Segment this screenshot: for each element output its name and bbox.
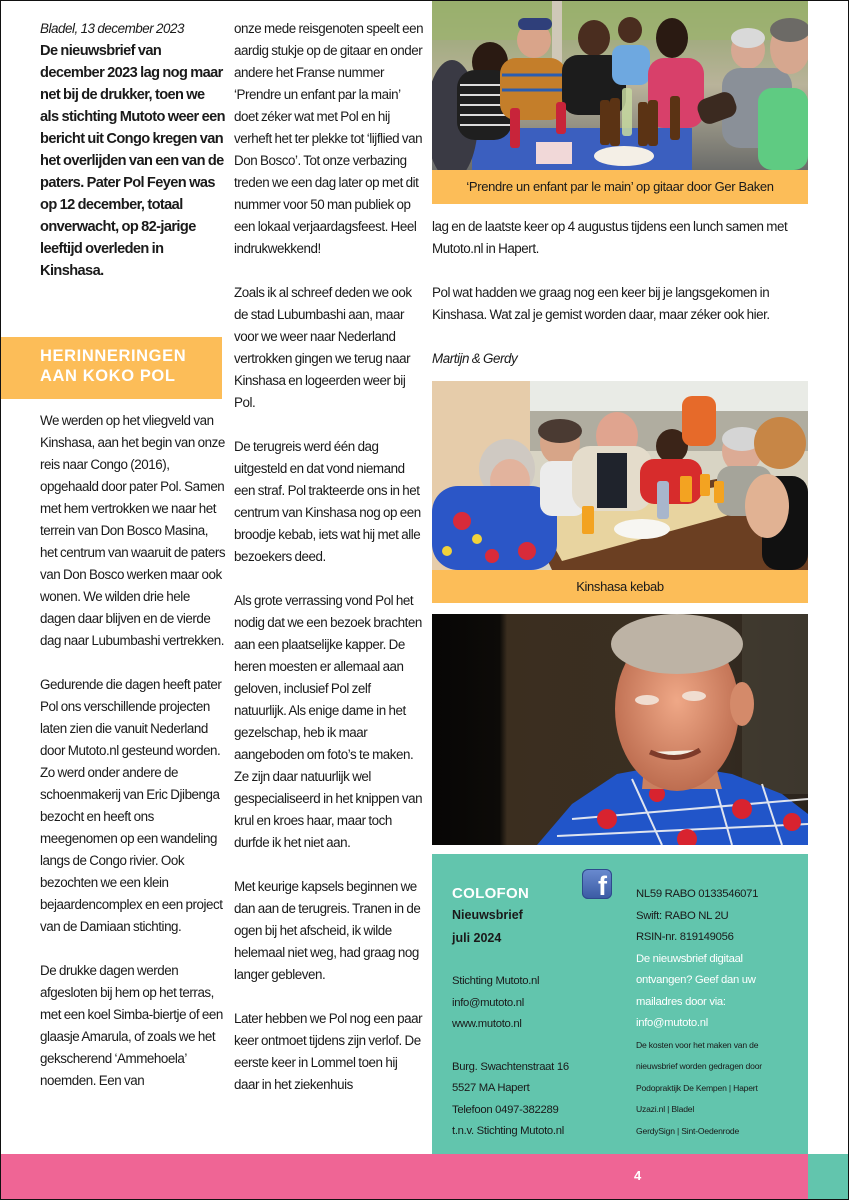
paragraph: Gedurende die dagen heeft pater Pol ons verschillende projecten laten zien die vanuit Nederland door Mutoto.nl gesteund worden. Zo werd onder andere de schoenmakerij van Eric Djibenga bezocht en heeft ons meegenomen op een wandeling langs de Congo rivier. Ook bezochten we een klein bejaardencomplex en een project van de Damiaan stichting. (40, 677, 223, 934)
colofon-left (452, 884, 602, 1143)
colofon-digital-line: ontvangen? Geef dan uw (636, 974, 756, 986)
paragraph: We werden op het vliegveld van Kinshasa, aan het begin van onze reis naar Congo (2016), opgehaald door pater Pol. Samen met hem vertrokken we naar het terrein van Don Bosco Masina, het centrum van waaruit de paters van Don Bosco werken maar ook wonen. We wilden drie hele dagen daar blijven en de vierde dag naar Lubumbashi vertrekken. (40, 413, 226, 648)
section-heading (40, 346, 186, 386)
footer-bar (0, 1154, 808, 1200)
right-column-text (432, 216, 812, 392)
paragraph: Als grote verrassing vond Pol het nodig dat we een bezoek brachten aan een plaatselijke kapper. De heren moesten er allemaal aan geloven, inclusief Pol zelf natuurlijk. Als enige dame in het gezelschap, heb ik maar aangeboden om foto’s te maken. Ze zijn daar natuurlijk wel gespecialiseerd in het knippen van krul en kroes haar, maar toch durfde ik het niet aan. (234, 593, 423, 850)
paragraph: Pol wat hadden we graag nog een keer bij je langsgekomen in Kinshasa. Wat zal je gemist worden daar, maar zéker ook hier. (432, 285, 770, 322)
colofon-rsin: RSIN-nr. 819149056 (636, 931, 734, 943)
colofon-right (636, 884, 804, 1142)
colofon-sponsor-line: Uzazi.nl | Bladel (636, 1104, 695, 1114)
colofon-box (432, 854, 808, 1154)
left-column-intro (40, 18, 226, 304)
paragraph: Met keurige kapsels beginnen we dan aan de terugreis. Tranen in de ogen bij het afscheid, ik wilde helemaal niet weg, had graag nog langer gebleven. (234, 879, 421, 982)
guitar-group-image (432, 0, 808, 170)
photo-portrait-pater-pol (432, 614, 808, 845)
colofon-sponsor-line: De kosten voor het maken van de (636, 1039, 759, 1050)
facebook-icon[interactable]: f (582, 869, 612, 899)
middle-column (234, 18, 424, 1118)
colofon-website-link[interactable]: www.mutoto.nl (452, 1018, 522, 1030)
colofon-title: COLOFON (452, 885, 530, 902)
photo-guitar-group (432, 0, 808, 170)
colofon-postal: 5527 MA Hapert (452, 1082, 530, 1094)
colofon-account-holder: t.n.v. Stichting Mutoto.nl (452, 1125, 564, 1137)
left-column-body (40, 410, 226, 1114)
signature: Martijn & Gerdy (432, 351, 518, 366)
paragraph: Zoals ik al schreef deden we ook de stad Lubumbashi aan, maar voor we weer naar Nederland vertrokken gingen we terug naar Kinshasa en logeerden weer bij Pol. (234, 285, 412, 410)
paragraph: Later hebben we Pol nog een paar keer ontmoet tijdens zijn verlof. De eerste keer in Lommel toen hij daar in het ziekenhuis (234, 1011, 423, 1092)
colofon-iban: NL59 RABO 0133546071 (636, 888, 759, 900)
colofon-sponsor-line: nieuwsbrief worden gedragen door (636, 1061, 762, 1071)
intro-paragraph: De nieuwsbrief van december 2023 lag nog maar net bij de drukker, toen we als stichting Mutoto weer een bericht uit Congo kregen van het overlijden van een van de paters. Pater Pol Feyen was op 12 december, totaal onverwacht, op 82-jarige leeftijd overleden in Kinshasa. (40, 43, 225, 279)
colofon-sponsor-line: Podopraktijk De Kempen | Hapert (636, 1082, 758, 1093)
dateline: Bladel, 13 december 2023 (40, 21, 185, 36)
colofon-digital-line: De nieuwsbrief digitaal (636, 952, 743, 965)
section-heading-line-2: AAN KOKO POL (40, 367, 176, 385)
section-heading-line-1: HERINNERINGEN (40, 347, 187, 365)
paragraph: lag en de laatste keer op 4 augustus tijdens een lunch samen met Mutoto.nl in Hapert. (432, 219, 788, 256)
page-number: 4 (634, 1168, 642, 1183)
portrait-image (432, 614, 808, 845)
colofon-edition: juli 2024 (452, 931, 502, 945)
photo-caption-kebab: Kinshasa kebab (432, 570, 808, 603)
colofon-sponsor-line: GerdySign | Sint-Oedenrode (636, 1125, 740, 1136)
kebab-image (432, 381, 808, 570)
footer-teal-block (808, 1154, 849, 1200)
colofon-digital-line: mailadres door via: (636, 995, 726, 1008)
colofon-phone: Telefoon 0497-382289 (452, 1103, 559, 1116)
photo-kinshasa-kebab (432, 381, 808, 570)
colofon-email-link[interactable]: info@mutoto.nl (452, 996, 524, 1009)
colofon-address: Burg. Swachtenstraat 16 (452, 1060, 569, 1073)
paragraph: De drukke dagen werden afgesloten bij hem op het terras, met een koel Simba-biertje of een glaasje Amarula, of zoals we het gekscherend ‘Ammehoela’ noemden. Een van (40, 963, 223, 1088)
colofon-swift: Swift: RABO NL 2U (636, 909, 729, 922)
paragraph: De terugreis werd één dag uitgesteld en dat vond niemand een straf. Pol trakteerde ons in het centrum van Kinshasa nog op een broodje kebab, iets wat hij met alle bezoekers deed. (234, 439, 421, 564)
colofon-subtitle: Nieuwsbrief (452, 908, 523, 922)
photo-caption-guitar: ‘Prendre un enfant par le main’ op gitaar door Ger Baken (432, 170, 808, 204)
paragraph: onze mede reisgenoten speelt een aardig stukje op de gitaar en onder andere het Franse nummer ‘Prendre un enfant par la main’ doet zéker wat met Pol en hij verheft het ter plekke tot ‘lijflied van Don Bosco’. Tot onze verbazing treden we een dag later op met dit nummer voor 50 man publiek op een lokaal verjaardagsfeest. Heel indrukwekkend! (234, 21, 424, 256)
colofon-digital-email-link[interactable]: info@mutoto.nl (636, 1017, 708, 1029)
colofon-org-name: Stichting Mutoto.nl (452, 975, 540, 987)
